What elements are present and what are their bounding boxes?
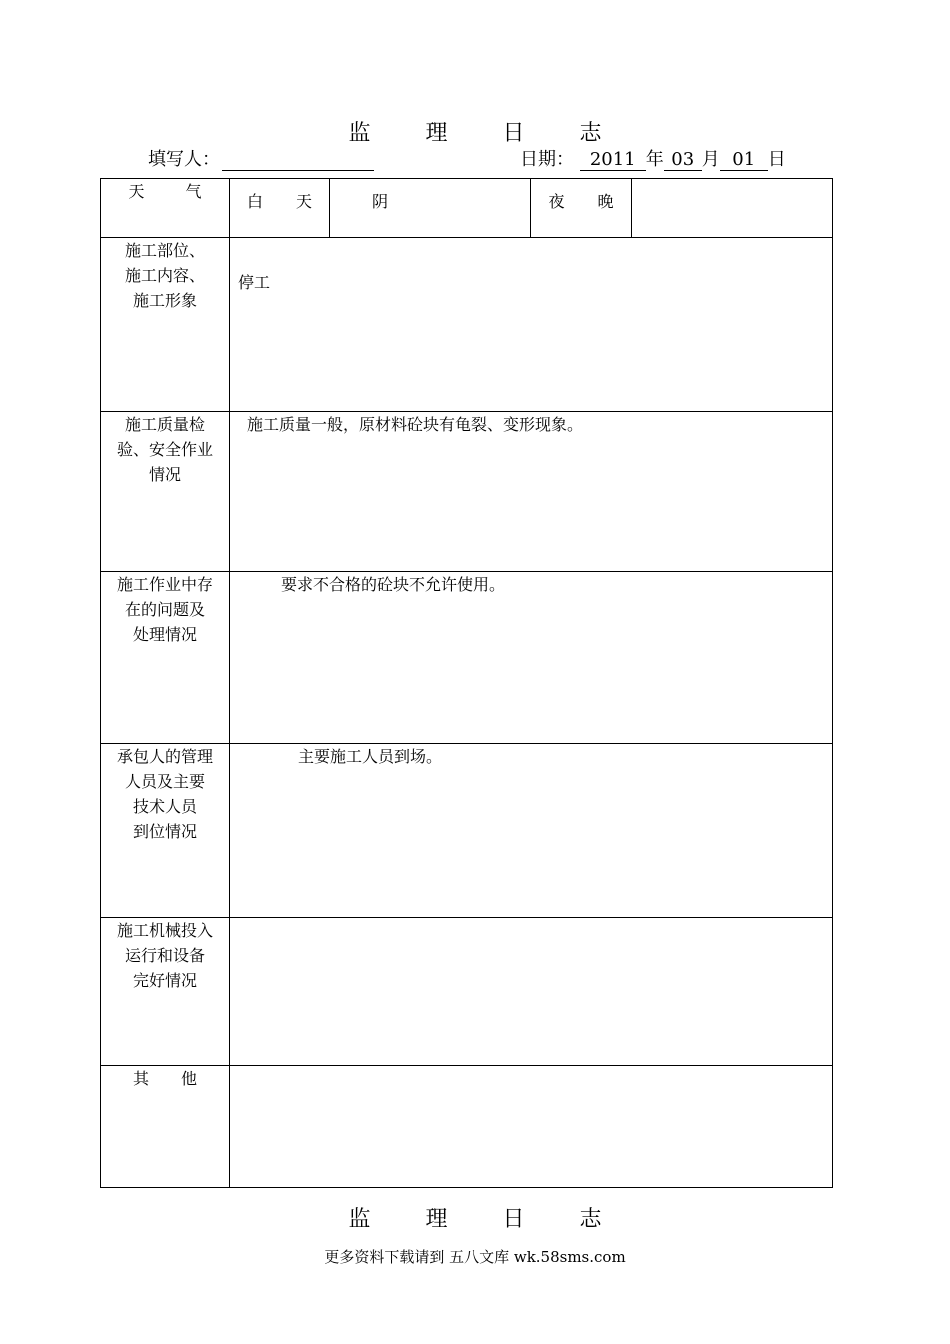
row-label-line: 施工部位、 [124,241,205,260]
row-content: 要求不合格的砼块不允许使用。 [230,572,833,744]
row-label-line: 情况 [148,465,181,484]
row-label-line: 完好情况 [132,971,197,990]
row-content [230,1066,833,1188]
row-label-line: 其 他 [132,1069,197,1088]
weather-label: 天 气 [101,179,230,238]
row-label-line: 技术人员 [132,797,197,816]
date-year: 2011 [580,149,646,171]
row-label-line: 在的问题及 [124,600,205,619]
row-content [230,918,833,1066]
row-label-line: 人员及主要 [124,772,205,791]
filler-field [148,145,374,171]
row-label-line: 施工形象 [132,291,197,310]
footer-title: 监 理 日 志 [348,1207,626,1232]
table-row [101,412,833,572]
date-month: 03 [664,149,702,171]
date-label: 日期： [520,149,574,170]
row-content: 主要施工人员到场。 [230,744,833,918]
table-row [101,744,833,918]
date-day: 01 [720,149,768,171]
table-row [101,238,833,412]
weather-night-label: 夜 晚 [531,179,632,238]
date-day-unit: 日 [767,149,786,170]
log-table [100,178,833,1188]
row-label [101,238,230,412]
table-row [101,1066,833,1188]
row-label [101,572,230,744]
weather-day-label: 白 天 [230,179,330,238]
row-label [101,744,230,918]
row-label-line: 到位情况 [132,822,197,841]
row-label [101,412,230,572]
page-title: 监 理 日 志 [348,121,626,146]
date-field [520,145,786,171]
row-label-line: 承包人的管理 [116,747,213,766]
filler-label: 填写人： [148,149,220,170]
row-label [101,918,230,1066]
weather-row [101,179,833,238]
row-label-line: 验、安全作业 [116,440,213,459]
filler-value [222,150,374,171]
row-content: 停工 [230,238,833,412]
date-month-unit: 月 [701,149,720,170]
row-label-line: 施工质量检 [124,415,205,434]
row-label-line: 施工作业中存 [116,575,213,594]
row-label-line: 施工内容、 [124,266,205,285]
row-label [101,1066,230,1188]
weather-day-value: 阴 [330,179,531,238]
row-content: 施工质量一般，原材料砼块有龟裂、变形现象。 [230,412,833,572]
date-year-unit: 年 [645,149,664,170]
row-label-line: 处理情况 [132,625,197,644]
footer-text: 更多资料下载请到 五八文库 wk.58sms.com [324,1248,626,1266]
row-label-line: 运行和设备 [124,946,205,965]
row-label-line: 施工机械投入 [116,921,213,940]
table-row [101,572,833,744]
table-row [101,918,833,1066]
weather-night-value [632,179,833,238]
